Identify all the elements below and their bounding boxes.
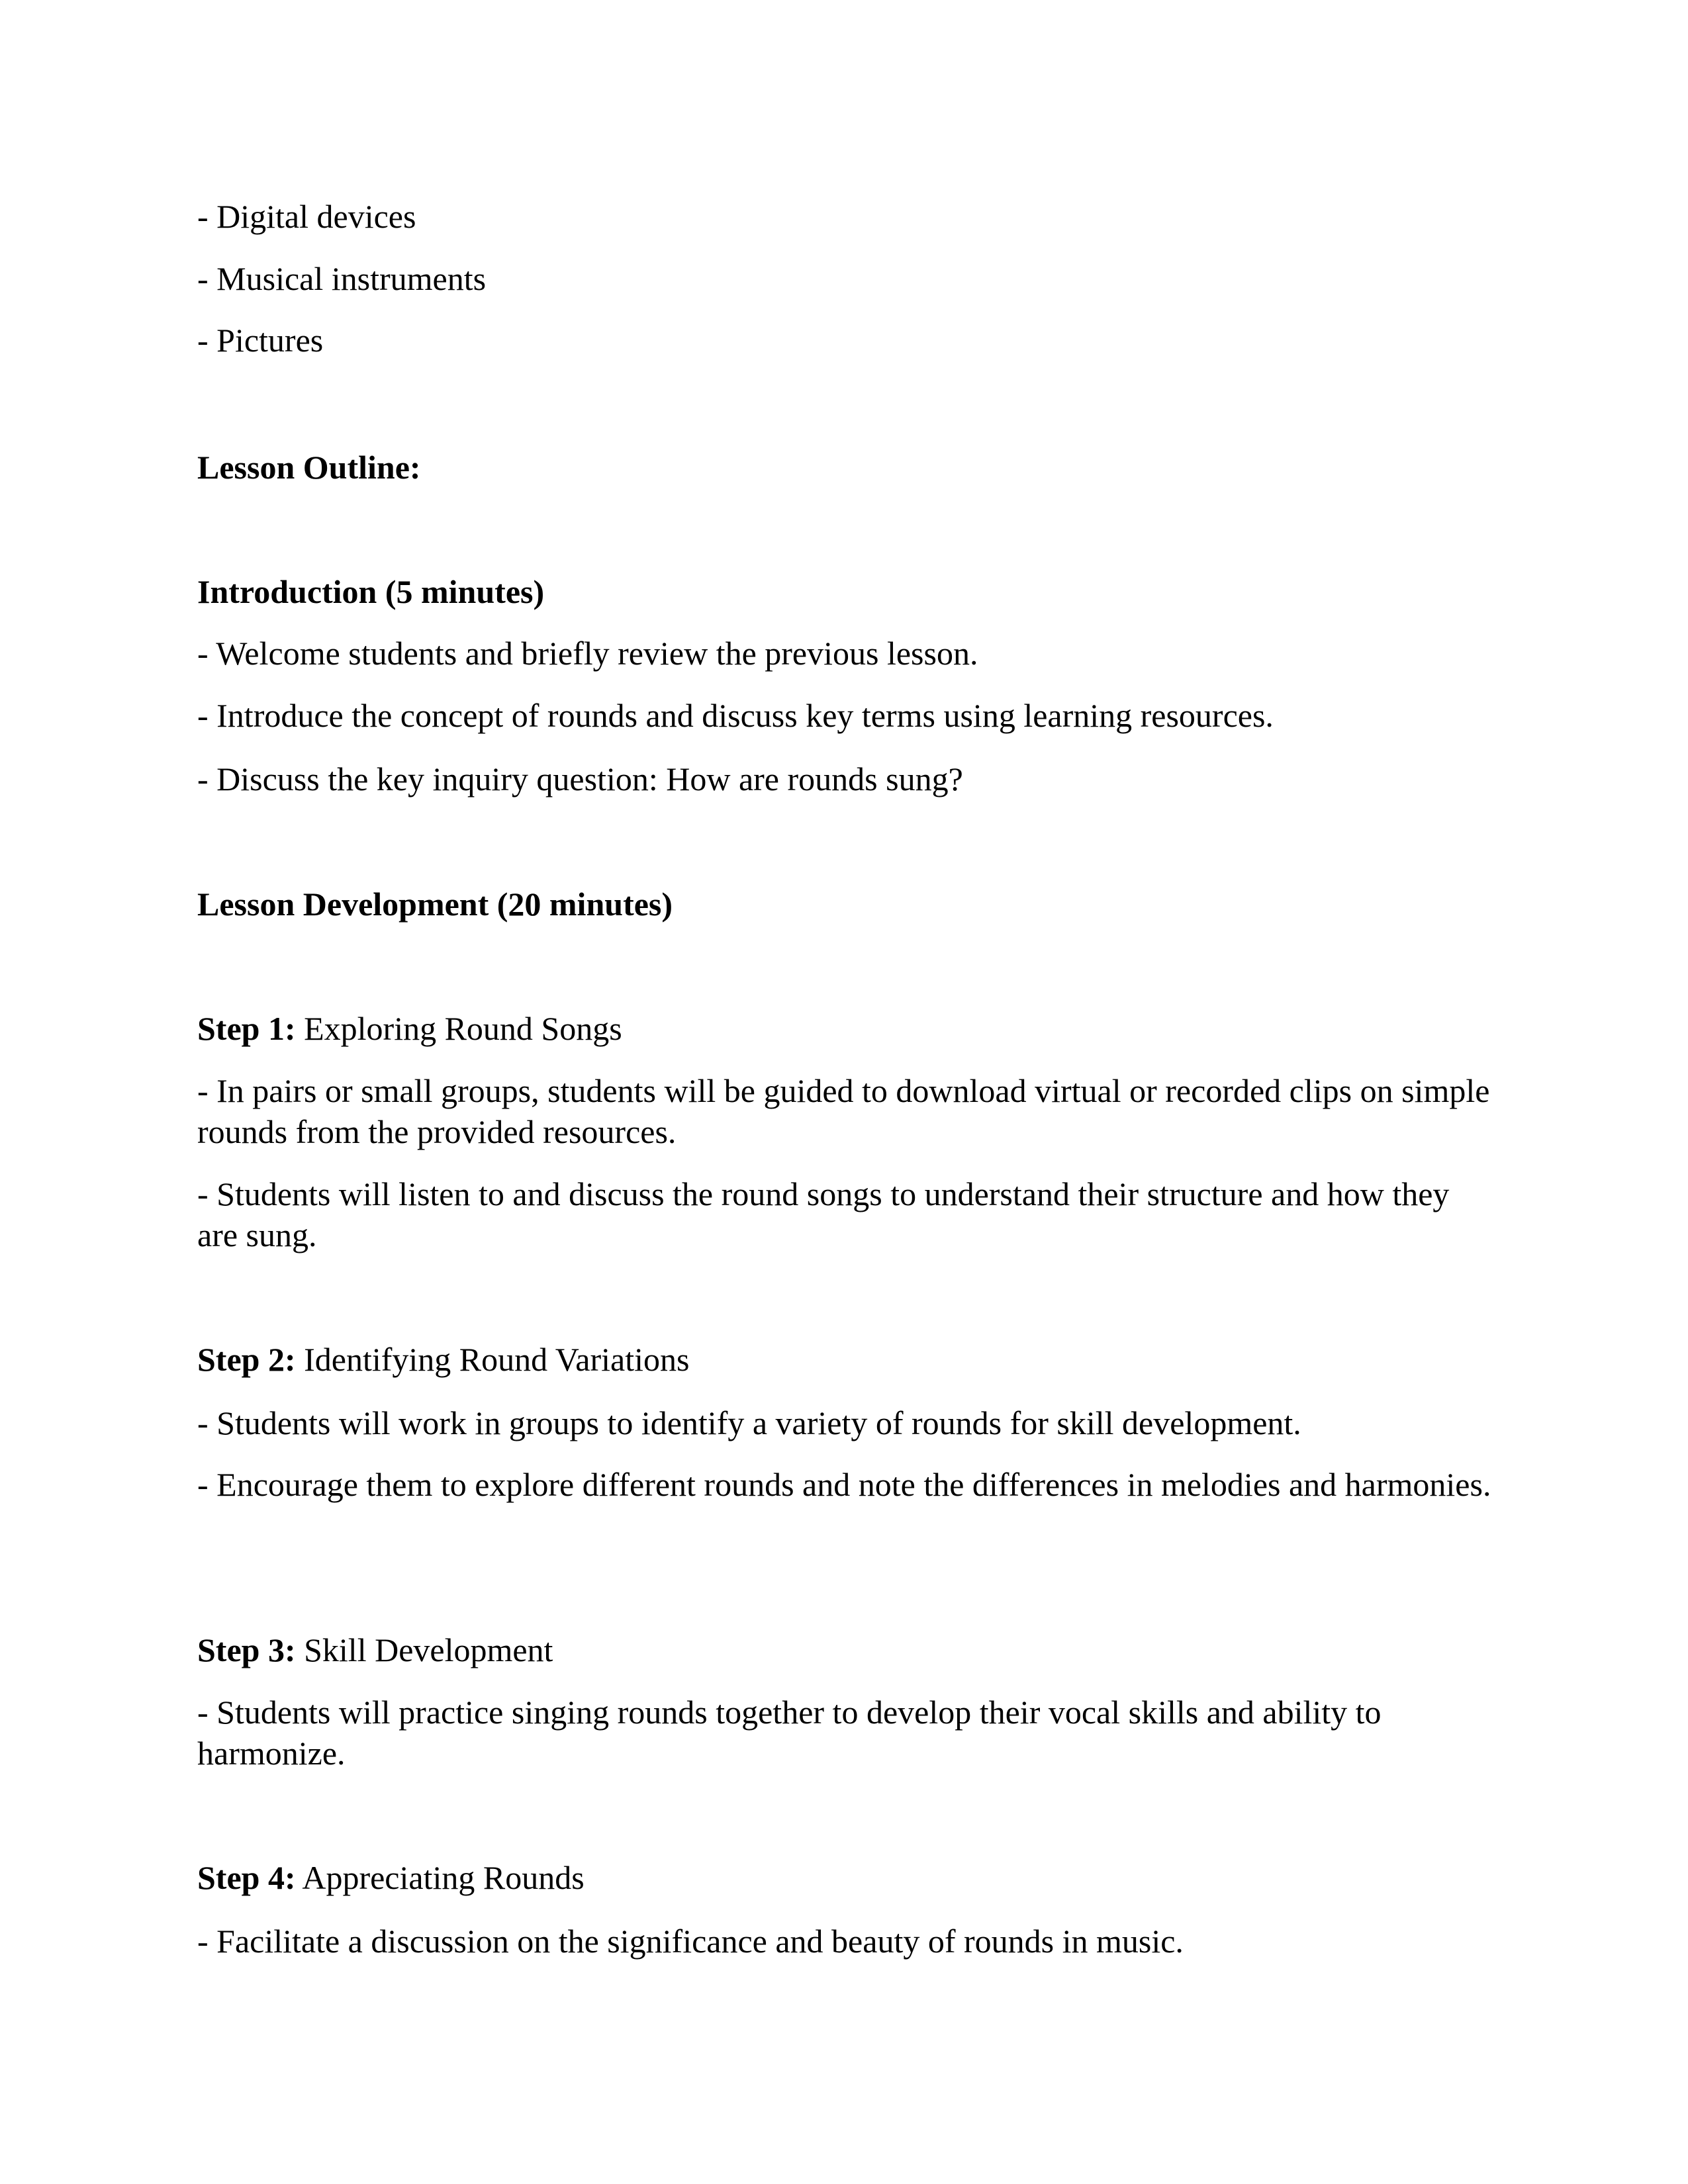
lesson-outline-heading: Lesson Outline: bbox=[197, 449, 421, 486]
introduction-item: - Introduce the concept of rounds and discuss key terms using learning resources. bbox=[197, 697, 1274, 734]
resource-item: - Musical instruments bbox=[197, 260, 487, 297]
step-1-title: Exploring Round Songs bbox=[295, 1010, 622, 1047]
step-1-label: Step 1: bbox=[197, 1010, 296, 1047]
step-4-heading bbox=[197, 1857, 1495, 1898]
step-3-item: - Students will practice singing rounds together to develop their vocal skills and ability to harmonize. bbox=[197, 1694, 1382, 1772]
step-4-title: Appreciating Rounds bbox=[295, 1859, 585, 1896]
step-4-label: Step 4: bbox=[197, 1859, 296, 1896]
step-2-title: Identifying Round Variations bbox=[295, 1341, 690, 1378]
introduction-item: - Welcome students and briefly review the previous lesson. bbox=[197, 635, 978, 672]
step-1-heading bbox=[197, 1008, 1495, 1049]
step-1-item: - Students will listen to and discuss the round songs to understand their structure and how they are sung. bbox=[197, 1175, 1450, 1253]
step-3-label: Step 3: bbox=[197, 1631, 296, 1668]
step-2-item: - Encourage them to explore different rounds and note the differences in melodies and harmonies. bbox=[197, 1466, 1491, 1503]
step-3-title: Skill Development bbox=[295, 1631, 553, 1668]
step-2-item: - Students will work in groups to identify a variety of rounds for skill development. bbox=[197, 1404, 1301, 1441]
step-2-label: Step 2: bbox=[197, 1341, 296, 1378]
step-3-heading bbox=[197, 1629, 1495, 1670]
resource-item: - Pictures bbox=[197, 322, 324, 359]
step-1-item: - In pairs or small groups, students will be guided to download virtual or recorded clips on simple rounds from the provided resources. bbox=[197, 1072, 1490, 1150]
lesson-development-heading: Lesson Development (20 minutes) bbox=[197, 886, 673, 923]
introduction-item: - Discuss the key inquiry question: How are rounds sung? bbox=[197, 760, 963, 797]
step-4-item: - Facilitate a discussion on the significance and beauty of rounds in music. bbox=[197, 1923, 1184, 1960]
step-2-heading bbox=[197, 1339, 1495, 1380]
resource-item: - Digital devices bbox=[197, 198, 416, 235]
introduction-heading: Introduction (5 minutes) bbox=[197, 573, 545, 610]
